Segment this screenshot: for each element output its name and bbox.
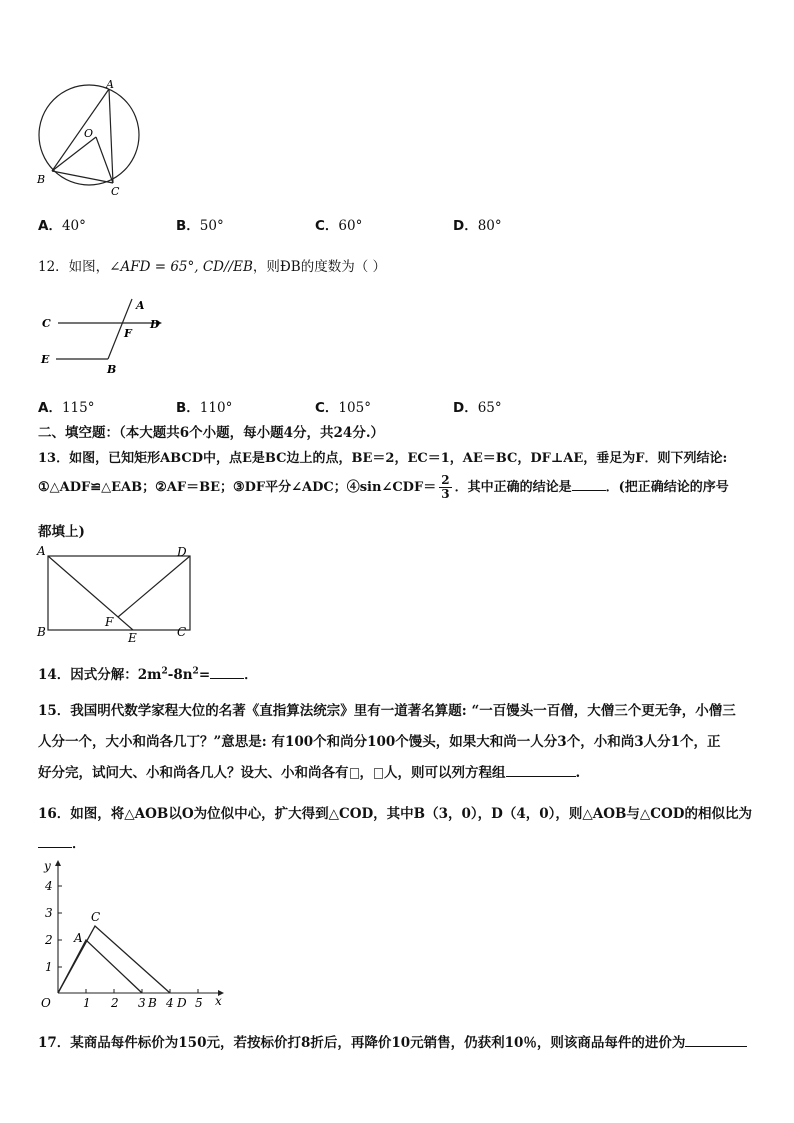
q12-stem: 12．如图，∠AFD = 65°, CD//EB，则ÐB的度数为（ ） [38, 259, 386, 275]
q15-line3: 好分完，试问大、小和尚各几人？设大、小和尚各有 ， 人，则可以列方程组 . [38, 765, 581, 781]
q15-line2: 人分一个，大小和尚各几丁？”意思是: 有100个和尚分100个馒头，如果大和尚一人分3个，小和尚3人分1个，正 [38, 734, 721, 750]
q16-line2: ． [38, 832, 86, 852]
q12-label-d: D [150, 318, 160, 331]
q12-option-b: B．110° [176, 400, 233, 416]
section-2-heading: 二、填空题：（本大题共6个小题，每小题4分，共24分.） [38, 425, 385, 441]
q13-fraction: $\frac{2}{3}$ [441, 473, 450, 501]
q15-line1: 15．我国明代数学家程大位的名著《直指算法统宗》里有一道著名算题: “一百馒头一百僧，大僧三个更无争，小僧三 [38, 703, 736, 719]
q12-label-c: C [42, 317, 51, 330]
q16-ytick-3: 3 [45, 906, 53, 920]
q16-xtick-1: 1 [83, 996, 91, 1010]
q13-rectangle-figure [34, 542, 204, 647]
q11-label-o: O [84, 127, 94, 140]
q16-xtick-3: 3 [138, 996, 146, 1010]
q12-parallel-figure [36, 295, 176, 380]
q16-label-b: B [148, 996, 157, 1010]
q16-label-c: C [91, 910, 101, 924]
q12-label-e: E [41, 353, 50, 366]
q16-label-x: x [215, 994, 222, 1008]
q16-line1: 16．如图，将△AOB以O为位似中心，扩大得到△COD，其中B（3，0），D（4，0），则△AOB与△COD的相似比为 [38, 806, 752, 822]
q13-label-f: F [105, 615, 114, 629]
q13-label-d: D [177, 545, 187, 559]
q13-answer-blank[interactable] [572, 478, 606, 491]
q15-answer-blank[interactable] [506, 764, 576, 777]
q12-option-d: D．65° [453, 400, 502, 416]
q11-label-b: B [37, 173, 46, 186]
q13-line1: 13．如图，已知矩形ABCD中，点E是BC边上的点，BE＝2，EC＝1，AE＝BC，DF⊥AE，垂足为F．则下列结论: [38, 451, 728, 466]
q13-label-c: C [177, 625, 187, 639]
q11-option-d: D．80° [453, 218, 502, 234]
q12-option-c: C．105° [315, 400, 371, 416]
q16-xtick-4: 4 [166, 996, 174, 1010]
q11-option-b: B．50° [176, 218, 224, 234]
q11-label-c: C [111, 185, 120, 198]
q14-answer-blank[interactable] [210, 666, 244, 679]
q12-label-b: B [107, 363, 117, 376]
q13-label-a: A [37, 544, 46, 558]
q13-line2: ①△ADF≌△EAB；②AF＝BE；③DF平分∠ADC；④sin∠CDF＝ $\frac{2}{3}$ ．其中正确的结论是 ．(把正确结论的序号 [38, 473, 729, 501]
q15-var-x-box [350, 768, 359, 779]
q17-stem: 17．某商品每件标价为150元，若按标价打8折后，再降价10元销售，仍获利10％，则该商品每件的进价为 [38, 1031, 747, 1051]
q11-circle-figure [30, 75, 150, 200]
q16-answer-blank[interactable] [38, 835, 72, 848]
q17-answer-blank[interactable] [685, 1034, 747, 1047]
q13-label-b: B [37, 625, 46, 639]
q16-coordinate-figure [34, 860, 229, 1012]
q11-label-a: A [106, 78, 114, 91]
q16-xtick-2: 2 [111, 996, 119, 1010]
q16-ytick-4: 4 [45, 879, 53, 893]
q16-label-a: A [74, 931, 83, 945]
q14-stem: 14．因式分解：$2m^2-8n^2=$ ． [38, 666, 258, 683]
q11-option-a: A．40° [38, 218, 86, 234]
q12-math: ∠AFD = 65°, CD//EB [109, 259, 253, 275]
q13-label-e: E [128, 631, 137, 645]
q16-ytick-2: 2 [45, 933, 53, 947]
q12-label-f: F [124, 327, 132, 340]
q16-xtick-5: 5 [195, 996, 203, 1010]
q16-label-d: D [177, 996, 187, 1010]
q16-label-y: y [44, 860, 51, 873]
q16-label-o: O [41, 996, 51, 1010]
q15-var-y-box [374, 768, 383, 779]
q11-option-c: C．60° [315, 218, 363, 234]
q13-line3: 都填上) [38, 524, 85, 540]
q16-ytick-1: 1 [45, 960, 53, 974]
q12-option-a: A．115° [38, 400, 95, 416]
q12-label-a: A [136, 299, 145, 312]
